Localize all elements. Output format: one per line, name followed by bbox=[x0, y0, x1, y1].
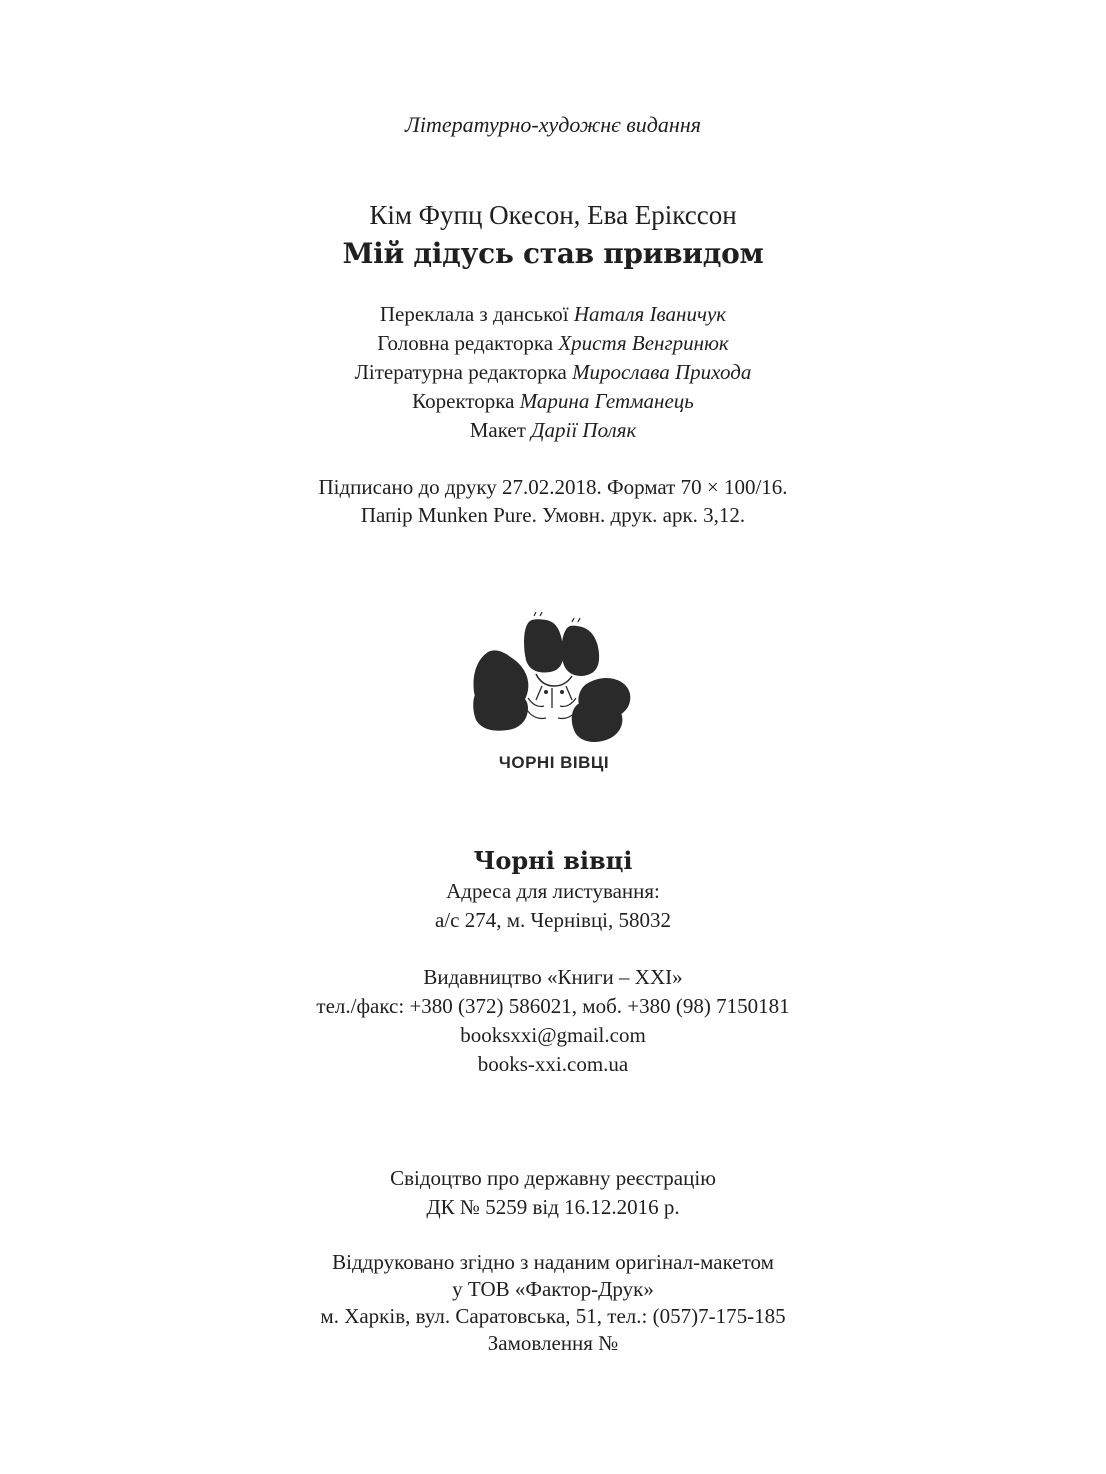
imprint-website: books-xxi.com.ua bbox=[477, 1052, 629, 1076]
logo-wordmark: ЧОРНІ ВІВЦІ bbox=[498, 753, 610, 772]
credit-role: Переклала з данської bbox=[379, 302, 569, 326]
credit-layout bbox=[0, 418, 1106, 443]
imprint-name: Видавництво «Книги – ХХІ» bbox=[423, 965, 683, 989]
credit-person: Наталя Іваничук bbox=[573, 302, 727, 326]
postal-address: а/с 274, м. Чернівці, 58032 bbox=[434, 908, 672, 932]
credit-chief-editor bbox=[0, 331, 1106, 356]
address-label: Адреса для листування: bbox=[446, 879, 660, 903]
credit-person: Мирослава Прихода bbox=[572, 360, 752, 384]
registration-line-1: Свідоцтво про державну реєстрацію bbox=[390, 1166, 716, 1190]
book-title: Мій дідусь став привидом bbox=[342, 237, 764, 270]
credit-person: Христя Венгринюк bbox=[558, 331, 729, 355]
edition-type: Літературно-художнє видання bbox=[405, 112, 701, 137]
credit-person: Марина Гетманець bbox=[519, 389, 694, 413]
printing-line-3: м. Харків, вул. Саратовська, 51, тел.: (057)7-175-185 bbox=[320, 1304, 786, 1328]
book-authors: Кім Фупц Окесон, Ева Ерікссон bbox=[369, 200, 737, 230]
black-sheep-flower-icon bbox=[466, 612, 640, 782]
imprint-phone: тел./факс: +380 (372) 586021, моб. +380 (98) 7150181 bbox=[316, 994, 790, 1018]
credit-role: Макет bbox=[469, 418, 526, 442]
registration-line-2: ДК № 5259 від 16.12.2016 р. bbox=[426, 1195, 680, 1219]
credit-proofreader bbox=[0, 389, 1106, 414]
credit-role: Коректорка bbox=[412, 389, 515, 413]
print-info-line-2: Папір Munken Pure. Умовн. друк. арк. 3,12. bbox=[360, 503, 746, 527]
imprint-email: booksxxi@gmail.com bbox=[460, 1023, 646, 1047]
publisher-logo bbox=[466, 612, 640, 782]
publisher-name: Чорні вівці bbox=[473, 846, 633, 875]
credit-person: Дарії Поляк bbox=[531, 418, 637, 442]
printing-line-4: Замовлення № bbox=[487, 1331, 619, 1355]
credit-role: Літературна редакторка bbox=[354, 360, 567, 384]
printing-line-2: у ТОВ «Фактор-Друк» bbox=[452, 1277, 654, 1301]
credit-role: Головна редакторка bbox=[377, 331, 554, 355]
print-info-line-1: Підписано до друку 27.02.2018. Формат 70 × 100/16. bbox=[318, 475, 788, 499]
printing-line-1: Віддруковано згідно з наданим оригінал-макетом bbox=[332, 1250, 774, 1274]
credit-literary-editor bbox=[0, 360, 1106, 385]
credit-translator bbox=[0, 302, 1106, 327]
